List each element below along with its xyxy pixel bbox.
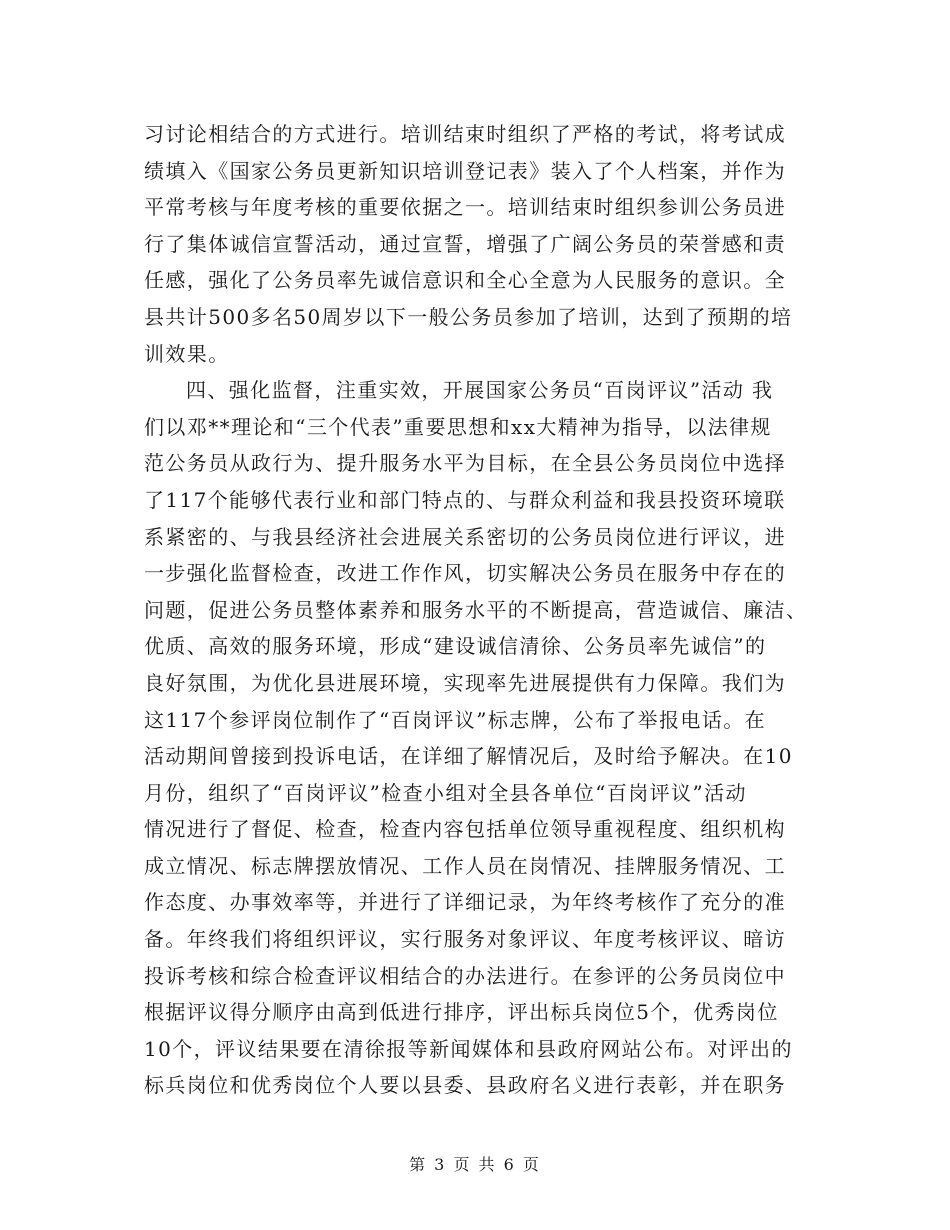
text-line: 们以邓**理论和“三个代表”重要思想和xx大精神为指导，以法律规 [144,414,772,439]
text-line: 范公务员从政行为、提升服务水平为目标，在全县公务员岗位中选择 [144,451,786,476]
text-line: 任感，强化了公务员率先诚信意识和全心全意为人民服务的意识。全 [144,268,786,293]
text-line: 习讨论相结合的方式进行。培训结束时组织了严格的考试，将考试成 [144,122,786,146]
text-line: 训效果。 [144,341,230,366]
text-line: 优质、高效的服务环境，形成“建设诚信清徐、公务员率先诚信”的 [144,634,767,659]
text-line: 平常考核与年度考核的重要依据之一。培训结束时组织参训公务员进 [144,195,786,220]
text-line: 了117个能够代表行业和部门特点的、与群众利益和我县投资环境联 [144,487,786,512]
text-line: 备。年终我们将组织评议，实行服务对象评议、年度考核评议、暗访 [144,927,786,952]
text-line: 10个，评议结果要在清徐报等新闻媒体和县政府网站公布。对评出的 [144,1036,793,1061]
text-line: 良好氛围，为优化县进展环境，实现率先进展提供有力保障。我们为 [144,670,786,695]
text-line: 情况进行了督促、检查，检查内容包括单位领导重视程度、组织机构 [144,817,786,842]
text-line: 作态度、办事效率等，并进行了详细记录，为年终考核作了充分的准 [144,890,786,915]
text-line: 绩填入《国家公务员更新知识培训登记表》装入了个人档案，并作为 [144,158,786,183]
text-line: 问题，促进公务员整体素养和服务水平的不断提高，营造诚信、廉洁、 [144,597,808,622]
text-line: 一步强化监督检查，改进工作作风，切实解决公务员在服务中存在的 [144,561,786,586]
text-line: 这117个参评岗位制作了“百岗评议”标志牌，公布了举报电话。在 [144,707,767,732]
text-line: 成立情况、标志牌摆放情况、工作人员在岗情况、挂牌服务情况、工 [144,853,786,878]
page-number-footer: 第 3 页 共 6 页 [409,1155,541,1174]
text-line: 系紧密的、与我县经济社会进展关系密切的公务员岗位进行评议，进 [144,524,786,549]
text-line: 行了集体诚信宣誓活动，通过宣誓，增强了广阔公务员的荣誉感和责 [144,231,786,256]
text-line: 活动期间曾接到投诉电话，在详细了解情况后，及时给予解决。在10 [144,744,793,769]
text-line: 根据评议得分顺序由高到低进行排序，评出标兵岗位5个，优秀岗位 [144,1000,779,1025]
text-line: 县共计500多名50周岁以下一般公务员参加了培训，达到了预期的培 [144,304,793,329]
text-line: 投诉考核和综合检查评议相结合的办法进行。在参评的公务员岗位中 [144,963,786,988]
text-line: 月份，组织了“百岗评议”检查小组对全县各单位“百岗评议”活动 [144,780,747,805]
section-heading-line: 四、强化监督，注重实效，开展国家公务员“百岗评议”活动 我 [186,378,774,403]
document-body [144,116,808,1104]
text-line: 标兵岗位和优秀岗位个人要以县委、县政府名义进行表彰，并在职务 [144,1073,786,1098]
